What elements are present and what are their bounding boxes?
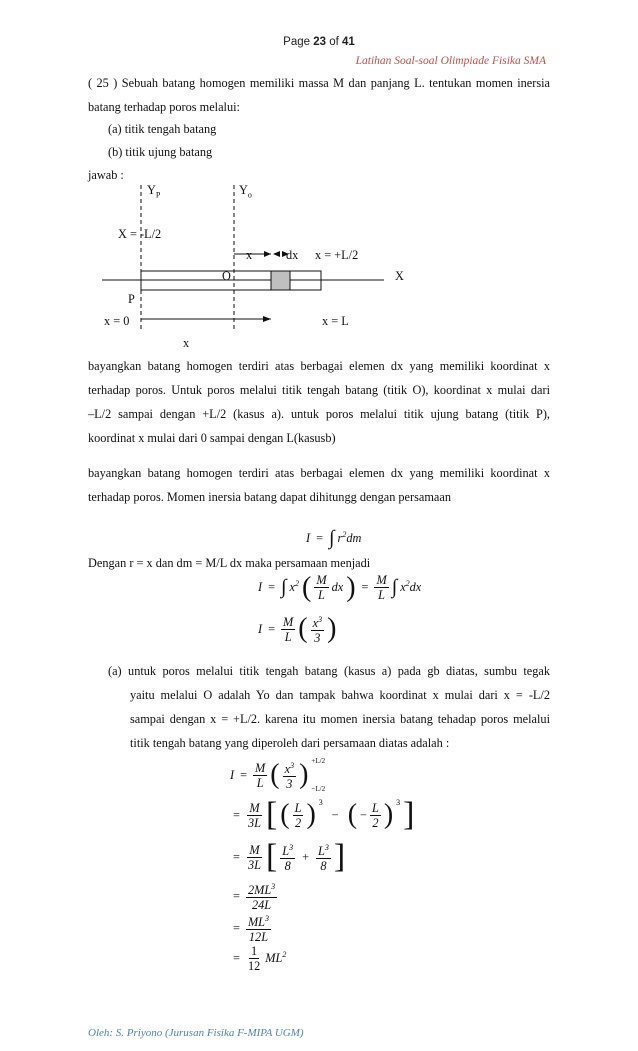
label-origin-o: O (222, 269, 231, 283)
para3-line-1: Dengan r = x dan dm = M/L dx maka persamaan menjadi (88, 556, 371, 570)
label-x-zero: x = 0 (104, 314, 130, 328)
derivation-step-3: = $\frac{M}{3L}$ [ $\frac{L^3}{8}$ + $\frac{L^3}{8}$ ] (233, 838, 346, 875)
derivation-step-2: = $\frac{M}{3L}$ [ ( $\frac{L}{2}$ ) $^3$ − ( − $\frac{L}{2}$ ) $^3$ ] (233, 796, 415, 833)
label-x-l: x = L (322, 314, 349, 328)
equation-substitution: I = ∫ $x^2$ ( $\frac{M}{L}$ dx ) = $\frac{M}{L}$ ∫ $x^2dx$ (258, 571, 422, 603)
label-dx: dx (286, 248, 299, 262)
label-yo: $Y_o$ (239, 183, 252, 200)
label-x-plus: x = +L/2 (315, 248, 359, 262)
option-b: (b) titik ujung batang (108, 145, 213, 159)
para1-line-4: koordinat x mulai dari 0 sampai dengan L(kasusb) (88, 431, 336, 445)
derivation-step-1: I = $\frac{M}{L}$ ( $\frac{x^3}{3}$ ) +L/2 −L/2 (230, 757, 326, 793)
answer-label: jawab : (88, 168, 124, 182)
label-x-small: x (246, 248, 253, 262)
para1-line-3: –L/2 sampai dengan +L/2 (kasus a). untuk poros melalui titik ujung batang (titik P), (88, 407, 550, 421)
page-number: Page 23 of 41 (283, 36, 355, 48)
case-a-line-2: yaitu melalui O adalah Yo dan tampak bahwa koordinat x mulai dari x = -L/2 (130, 688, 550, 702)
para1-line-1: bayangkan batang homogen terdiri atas berbagai elemen dx yang memiliki koordinat x (88, 359, 550, 373)
footer-author: Oleh: S. Priyono (Jurusan Fisika F-MIPA UGM) (88, 1027, 304, 1039)
derivation-step-4: = $\frac{2ML^3}{24L}$ (233, 882, 276, 913)
derivation-step-6: = $\frac{1}{12}$ $ML^2$ (233, 944, 287, 973)
derivation-step-5: = $\frac{ML^3}{12L}$ (233, 914, 270, 945)
document-subtitle: Latihan Soal-soal Olimpiade Fisika SMA (355, 55, 546, 67)
para1-line-2: terhadap poros. Untuk poros melalui titik tengah batang (titik O), koordinat x mulai dari (88, 383, 550, 397)
equation-moment-inertia: I = ∫ $r^2dm$ (306, 527, 362, 549)
problem-line-2: batang terhadap poros melalui: (88, 100, 240, 114)
equation-integrated: I = $\frac{M}{L}$ ( $\frac{x^3}{3}$ ) (258, 613, 337, 646)
problem-line-1: ( 25 ) Sebuah batang homogen memiliki massa M dan panjang L. tentukan momen inersia (88, 76, 550, 90)
rod-diagram (90, 180, 420, 340)
label-x-bottom: x (183, 336, 190, 350)
label-x-minus: X = -L/2 (118, 227, 162, 241)
para2-line-1: bayangkan batang homogen terdiri atas berbagai elemen dx yang memiliki koordinat x (88, 466, 550, 480)
case-a-line-4: titik tengah batang yang diperoleh dari persamaan diatas adalah : (130, 736, 450, 750)
label-axis-x: X (395, 269, 404, 283)
para2-line-2: terhadap poros. Momen inersia batang dapat dihitungg dengan persamaan (88, 490, 451, 504)
case-a-line-3: sampai dengan x = +L/2. karena itu momen inersia batang tehadap poros melalui (130, 712, 550, 726)
label-yp: $Y_P$ (147, 183, 161, 200)
element-dx (271, 271, 290, 290)
label-point-p: P (128, 292, 135, 306)
arrow-dx-left (273, 251, 280, 257)
option-a: (a) titik tengah batang (108, 122, 217, 136)
case-a-line-1: (a) untuk poros melalui titik tengah batang (kasus a) pada gb diatas, sumbu tegak (108, 664, 550, 678)
